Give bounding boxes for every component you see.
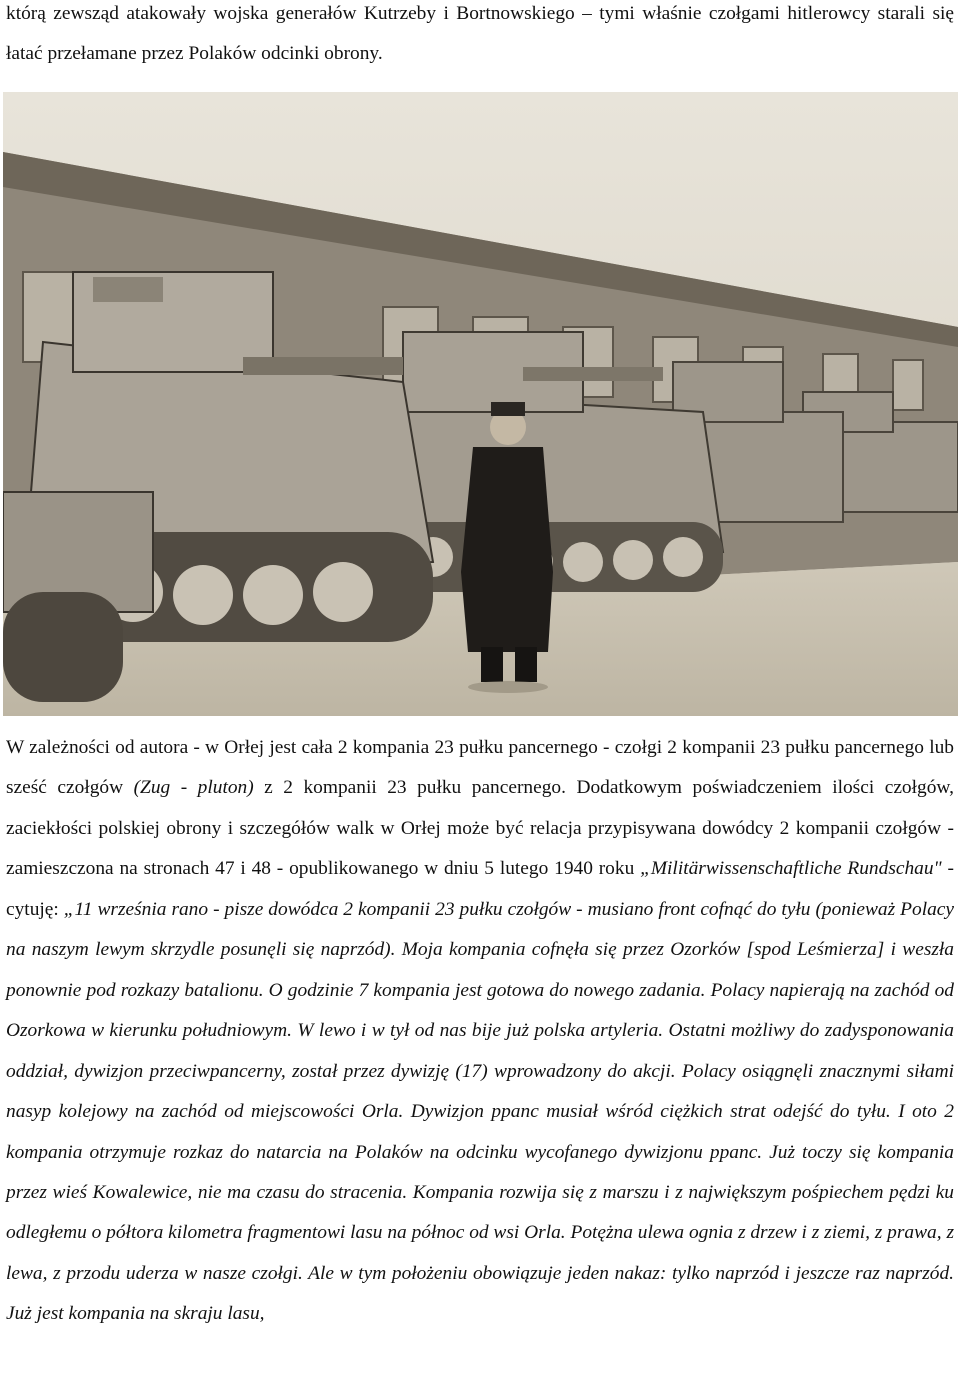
main-text-part-3: z 2 kompanii 23 pułku pancernego. Dodatkowym poświadczeniem ilości czołgów, zaciekłości polskiej obrony i szczegółów walk w Orłej może być relacja przypisywana dowódcy 2 kompanii czołgów - zamieszczona na stronach 47 i 48 - opublikowanego w dniu 5 lutego 1940 roku: [6, 777, 954, 880]
main-text-part-4-italic: „Militärwissenschaftliche Rundschau": [640, 858, 942, 880]
main-text-part-2-italic: (Zug - pluton): [133, 777, 254, 799]
main-text-part-1: W zależności od autora - w Orłej jest cała 2 kompania 23 pułku pancernego - czołgi 2 kompanii 23 pułku pancernego lub sześć czołgów: [6, 737, 954, 799]
intro-paragraph: którą zewsząd atakowały wojska generałów Kutrzeby i Bortnowskiego – tymi właśnie czołgami hitlerowcy starali się łatać przełamane przez Polaków odcinki obrony.: [6, 3, 954, 64]
main-text-part-6-italic-quote: „11 września rano - pisze dowódca 2 kompanii 23 pułku czołgów - musiano front cofnąć do tyłu (ponieważ Polacy na naszym lewym skrzydle posunęli się naprzód). Moja kompania cofnęła się przez Ozorków [spod Leśmierza] i weszła ponownie pod rozkazy batalionu. O godzinie 7 kompania jest gotowa do nowego zadania. Polacy napierają na zachód od Ozorkowa w kierunku południowym. W lewo i w tył od nas bije już polska artyleria. Ostatni możliwy do zadysponowania oddział, dywizjon przeciwpancerny, został przez dywizję (17) wprowadzony do akcji. Polacy osiągnęli znacznymi siłami nasyp kolejowy na zachód od miejscowości Orla. Dywizjon ppanc musiał wśród ciężkich strat odejść do tyłu. I oto 2 kompania otrzymuje rozkaz do natarcia na Polaków na odcinku wycofanego dywizjonu ppanc. Już toczy się kompania przez wieś Kowalewice, nie ma czasu do stracenia. Kompania rozwija się z marszu i z największym pośpiechem pędzi ku odległemu o półtora kilometra fragmentowi lasu na północ od wsi Orla. Potężna ulewa ognia z drzew i z ziemi, z prawa, z lewa, z przodu uderza w nasze czołgi. Ale w tym położeniu obowiązuje jeden nakaz: tylko naprzód i jeszcze raz naprzód. Już jest kompania na skraju lasu,: [6, 898, 954, 1325]
main-text-part-5: - cytuję:: [6, 858, 954, 920]
tank-photograph: [3, 92, 958, 716]
main-paragraph: [6, 728, 954, 1335]
